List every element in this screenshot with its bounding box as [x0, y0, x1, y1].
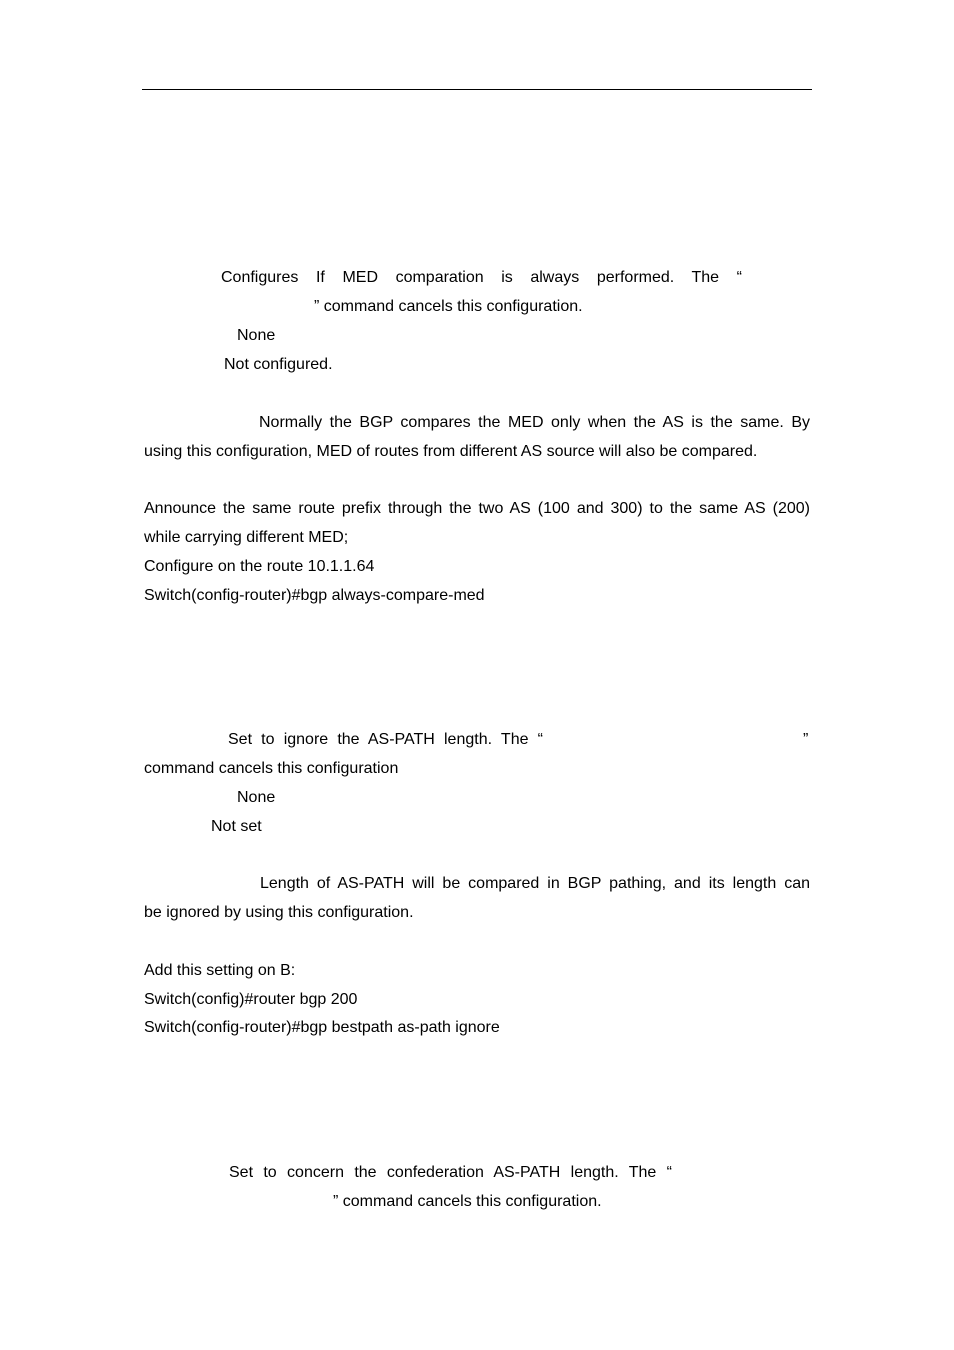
s2-function-line2: command cancels this configuration	[144, 760, 399, 777]
s1-default: Not configured.	[224, 356, 333, 373]
s2-parameter: None	[237, 789, 276, 806]
s2-default: Not set	[211, 818, 262, 835]
s1-usage-line1: Normally the BGP compares the MED only when the AS is the same. By	[259, 414, 810, 431]
header-rule	[142, 89, 812, 90]
s1-example-line1: Announce the same route prefix through the two AS (100 and 300) to the same AS (200)	[144, 500, 810, 517]
s3-function-line2: ” command cancels this configuration.	[333, 1193, 602, 1210]
s1-example-line2: while carrying different MED;	[144, 529, 349, 546]
s2-function-line1-b: ”	[803, 731, 809, 748]
s2-usage-line1: Length of AS-PATH will be compared in BGP pathing, and its length can	[260, 875, 810, 892]
s1-function-line1: Configures If MED comparation is always performed. The “	[221, 269, 742, 286]
s2-example-line1: Add this setting on B:	[144, 962, 296, 979]
s1-usage-line2: using this configuration, MED of routes from different AS source will also be compared.	[144, 443, 758, 460]
s2-example-cmd2: Switch(config-router)#bgp bestpath as-path ignore	[144, 1019, 500, 1036]
s2-usage-line2: be ignored by using this configuration.	[144, 904, 414, 921]
s1-parameter: None	[237, 327, 276, 344]
s2-example-cmd1: Switch(config)#router bgp 200	[144, 991, 358, 1008]
s1-function-line2: ” command cancels this configuration.	[314, 298, 583, 315]
s3-function-line1: Set to concern the confederation AS-PATH length. The “	[229, 1164, 672, 1181]
s2-function-line1-a: Set to ignore the AS-PATH length. The “	[228, 731, 543, 748]
s1-example-cmd: Switch(config-router)#bgp always-compare-med	[144, 587, 485, 604]
s1-example-line3: Configure on the route 10.1.1.64	[144, 558, 375, 575]
